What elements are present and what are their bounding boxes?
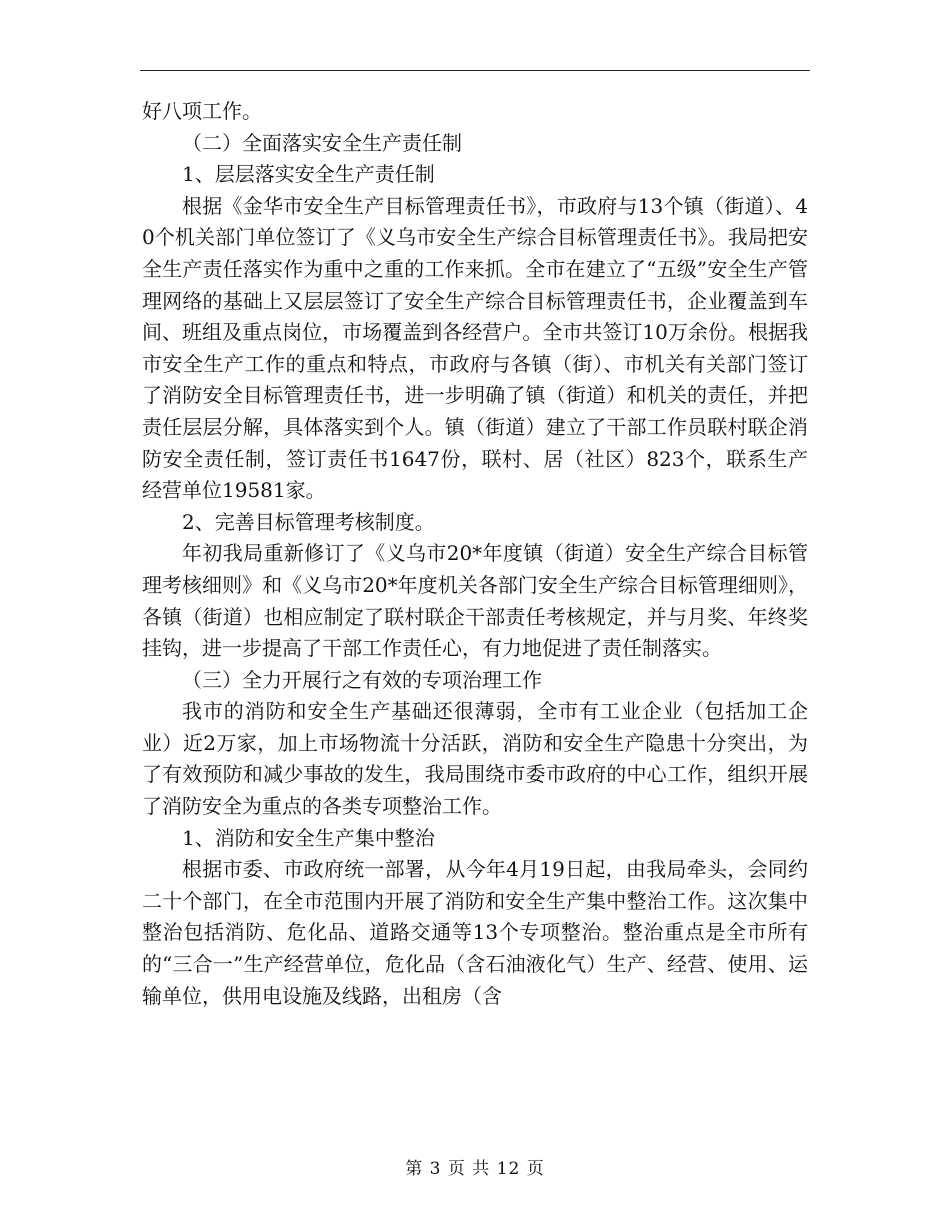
header-rule <box>140 70 810 71</box>
document-body <box>142 96 808 1012</box>
subsection-heading-1: 1、层层落实安全生产责任制 <box>182 162 435 187</box>
paragraph-responsibility: 根据《金华市安全生产目标管理责任书》，市政府与13个镇（街道）、40个机关部门单位签订了《义乌市安全生产综合目标管理责任书》。我局把安全生产责任落实作为重中之重的工作来抓。全市在建立了“五级”安全生产管理网络的基础上又层层签订了安全生产综合目标管理责任书，企业覆盖到车间、班组及重点岗位，市场覆盖到各经营户。全市共签订10万余份。根据我市安全生产工作的重点和特点，市政府与各镇（街）、市机关有关部门签订了消防安全目标管理责任书，进一步明确了镇（街道）和机关的责任，并把责任层层分解，具体落实到个人。镇（街道）建立了干部工作员联村联企消防安全责任制，签订责任书1647份，联村、居（社区）823个，联系生产经营单位19581家。 <box>142 193 808 503</box>
subsection-heading-2: 2、完善目标管理考核制度。 <box>182 509 435 534</box>
paragraph-centralized-rectification: 根据市委、市政府统一部署，从今年4月19日起，由我局牵头，会同约二十个部门，在全市范围内开展了消防和安全生产集中整治工作。这次集中整治包括消防、危化品、道路交通等13个专项整治。整治重点是全市所有的“三合一”生产经营单位，危化品（含石油液化气）生产、经营、使用、运输单位，供用电设施及线路，出租房（含 <box>142 857 808 1008</box>
paragraph-assessment: 年初我局重新修订了《义乌市20*年度镇（街道）安全生产综合目标管理考核细则》和《义乌市20*年度机关各部门安全生产综合目标管理细则》，各镇（街道）也相应制定了联村联企干部责任考核规定，并与月奖、年终奖挂钩，进一步提高了干部工作责任心，有力地促进了责任制落实。 <box>142 541 808 661</box>
section-heading-3: （三）全力开展行之有效的专项治理工作 <box>182 667 542 692</box>
subsection-heading-3-1: 1、消防和安全生产集中整治 <box>182 825 435 850</box>
page-footer <box>0 1154 950 1179</box>
paragraph-continuation: 好八项工作。 <box>142 99 262 123</box>
paragraph-special-governance: 我市的消防和安全生产基础还很薄弱，全市有工业企业（包括加工企业）近2万家，加上市场物流十分活跃，消防和安全生产隐患十分突出，为了有效预防和减少事故的发生，我局围绕市委市政府的中心工作，组织开展了消防安全为重点的各类专项整治工作。 <box>142 699 808 819</box>
section-heading-2: （二）全面落实安全生产责任制 <box>182 130 462 155</box>
page-number-label: 第 3 页 共 12 页 <box>405 1159 545 1179</box>
